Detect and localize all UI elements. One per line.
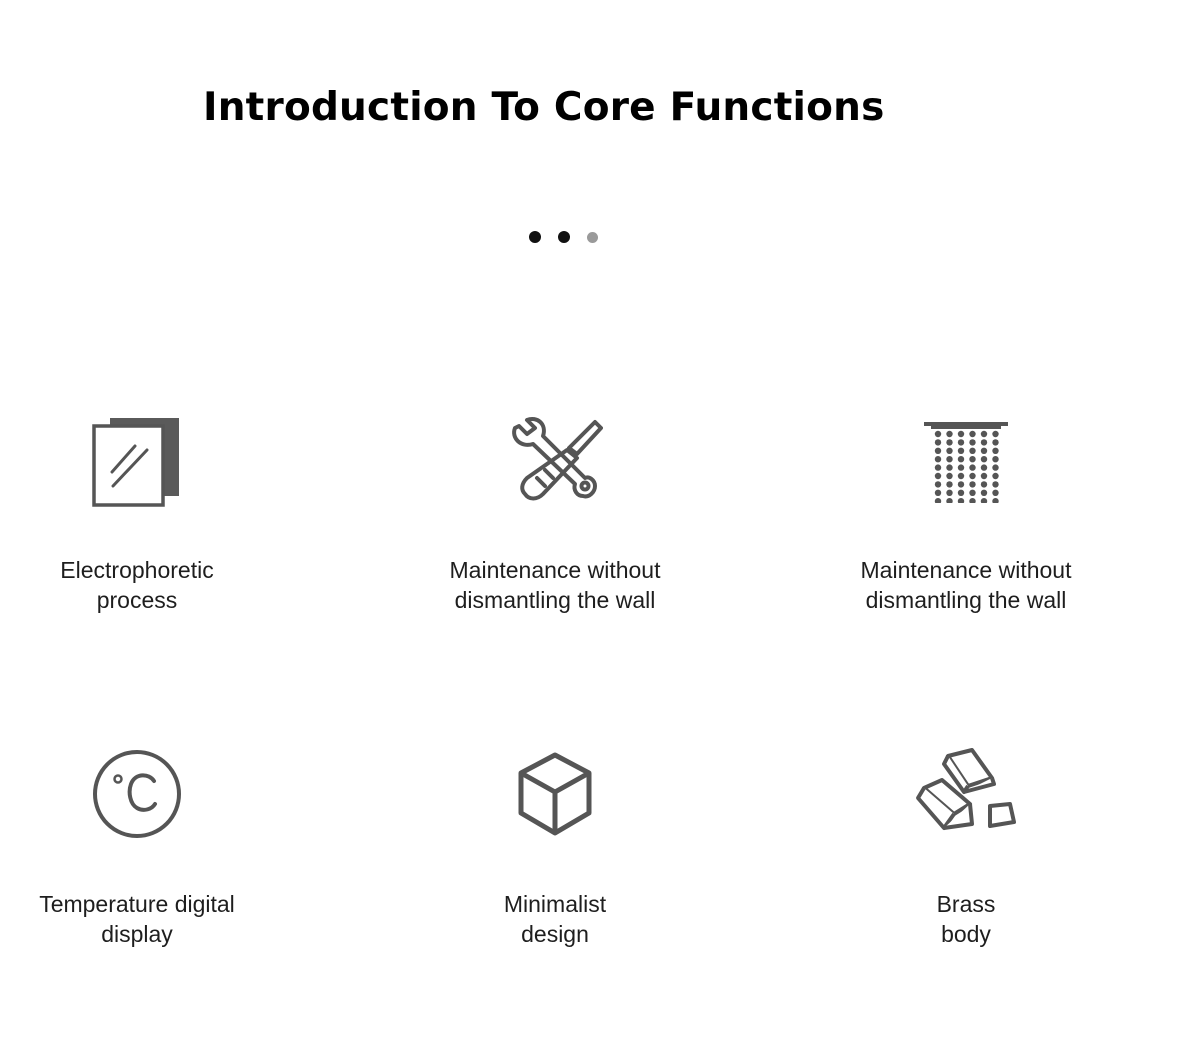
water-drop bbox=[958, 498, 964, 503]
celsius-icon bbox=[0, 744, 287, 844]
water-drop bbox=[981, 498, 987, 503]
water-drop bbox=[935, 456, 941, 462]
water-drop bbox=[946, 498, 952, 503]
water-drop bbox=[935, 473, 941, 479]
water-drop bbox=[969, 456, 975, 462]
brass-bars-icon bbox=[816, 744, 1116, 844]
water-drop bbox=[992, 490, 998, 496]
glass-panel-icon bbox=[0, 412, 287, 512]
water-drop bbox=[969, 498, 975, 503]
water-drop bbox=[992, 464, 998, 470]
water-drop bbox=[981, 431, 987, 437]
feature-label: Brass body bbox=[936, 891, 996, 947]
water-drop bbox=[946, 464, 952, 470]
shower-head-icon bbox=[816, 412, 1116, 512]
carousel-dot-1[interactable] bbox=[529, 231, 541, 243]
water-drop bbox=[935, 431, 941, 437]
water-drop bbox=[958, 439, 964, 445]
water-drop bbox=[946, 448, 952, 454]
water-drop bbox=[935, 439, 941, 445]
water-drop bbox=[946, 439, 952, 445]
water-drop bbox=[992, 439, 998, 445]
water-drop bbox=[981, 464, 987, 470]
water-drop bbox=[969, 473, 975, 479]
feature-label: Maintenance without dismantling the wall bbox=[860, 557, 1072, 613]
water-drop bbox=[969, 490, 975, 496]
water-drop bbox=[981, 481, 987, 487]
water-drop bbox=[935, 481, 941, 487]
water-drop bbox=[992, 456, 998, 462]
water-drop bbox=[992, 498, 998, 503]
water-drop bbox=[935, 498, 941, 503]
wrench-screwdriver-icon bbox=[405, 412, 705, 512]
water-drop bbox=[992, 431, 998, 437]
water-drop bbox=[958, 431, 964, 437]
water-drop bbox=[946, 431, 952, 437]
feature-label: Electrophoretic process bbox=[60, 557, 214, 613]
water-drop bbox=[992, 448, 998, 454]
water-drop bbox=[958, 490, 964, 496]
carousel-dot-2[interactable] bbox=[558, 231, 570, 243]
water-drop bbox=[981, 439, 987, 445]
cube-icon bbox=[405, 744, 705, 844]
water-drop bbox=[969, 439, 975, 445]
feature-label: Temperature digital display bbox=[39, 891, 235, 947]
water-drop bbox=[992, 481, 998, 487]
water-drop bbox=[969, 431, 975, 437]
water-drop bbox=[958, 456, 964, 462]
water-drop bbox=[935, 448, 941, 454]
water-drop bbox=[981, 473, 987, 479]
water-drop bbox=[969, 481, 975, 487]
water-drop bbox=[958, 448, 964, 454]
carousel-dots bbox=[529, 230, 598, 244]
water-drop bbox=[935, 490, 941, 496]
water-drop bbox=[969, 448, 975, 454]
water-drop bbox=[958, 464, 964, 470]
feature-label: Minimalist design bbox=[503, 891, 607, 947]
water-drop bbox=[946, 490, 952, 496]
page-title: Introduction To Core Functions bbox=[203, 85, 885, 130]
water-drop bbox=[981, 448, 987, 454]
water-drop bbox=[958, 473, 964, 479]
water-drop bbox=[946, 473, 952, 479]
water-drop bbox=[958, 481, 964, 487]
feature-label: Maintenance without dismantling the wall bbox=[449, 557, 661, 613]
water-drop bbox=[992, 473, 998, 479]
water-drop bbox=[981, 490, 987, 496]
water-drop bbox=[981, 456, 987, 462]
water-drop bbox=[935, 464, 941, 470]
water-drop bbox=[946, 481, 952, 487]
water-drop bbox=[969, 464, 975, 470]
carousel-dot-3[interactable] bbox=[587, 232, 598, 243]
water-drop bbox=[946, 456, 952, 462]
